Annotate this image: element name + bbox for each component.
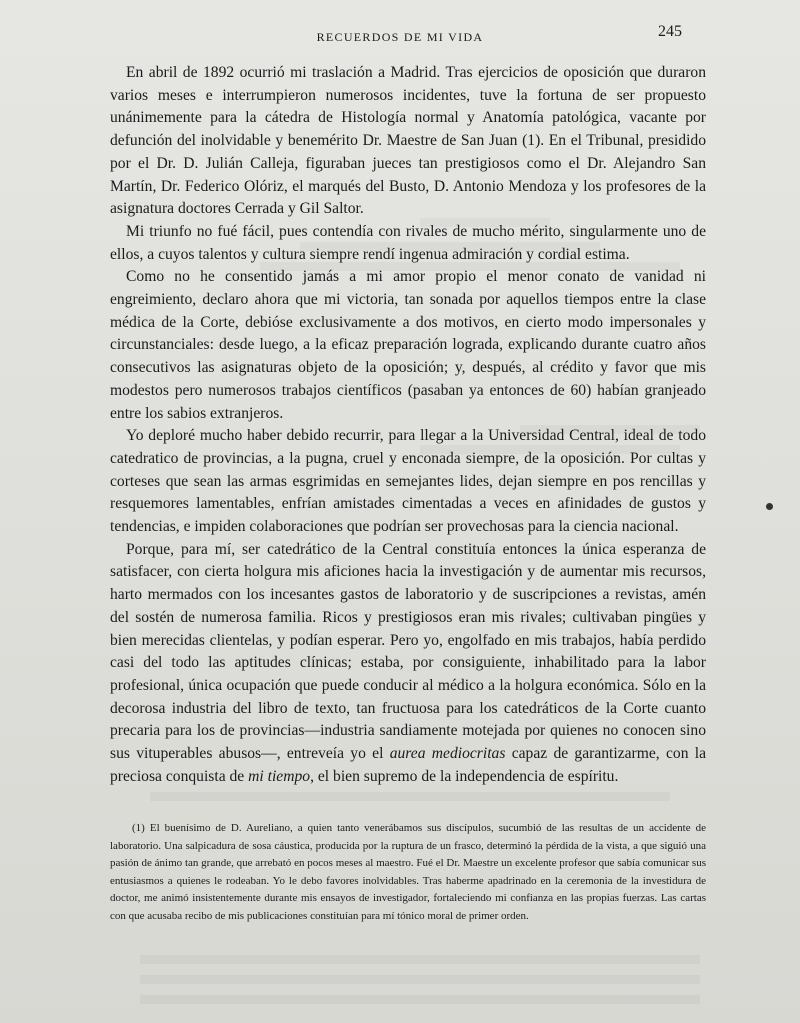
paragraph-3: Como no he consentido jamás a mi amor propio el menor conato de vanidad ni engreimiento, declaro ahora que mi victoria, tan sonada por aquellos tiempos entre la clase médica de la Corte, debióse exclusivamente a dos motivos, en cierto modo impersonales y circunstanciales: desde luego, a la eficaz preparación lograda, explicando durante cuatro años consecutivos las asignaturas objeto de la oposición; y, después, al crédito y favor que mis modestos pero numerosos trabajos científicos (pasaban ya entonces de 60) habían granjeado entre los sabios extranjeros.: [110, 268, 706, 422]
page-number: 245: [658, 23, 682, 40]
running-title: RECUERDOS DE MI VIDA: [316, 30, 484, 44]
paragraph-4: Yo deploré mucho haber debido recurrir, para llegar a la Universidad Central, ideal de todo catedratico de provincias, a la pugna, cruel y enconada siempre, de la oposición. Por cultas y corteses que sean las armas esgrimidas en semejantes lides, dejan siempre en pos rencillas y resquemores lamentables, enfrían amistades cimentadas a veces en afinidades de gustos y tendencias, e impiden colaboraciones que podrían ser provechosas para la ciencia nacional.: [110, 427, 706, 536]
paragraph-5-italic-mi-tiempo: mi tiempo: [248, 767, 311, 785]
paragraph-2: Mi triunfo no fué fácil, pues contendía con rivales de mucho mérito, singularmente uno de ellos, a cuyos talentos y cultura siempre rendí ingenua admiración y cordial estima.: [110, 222, 706, 263]
footnote-1: (1) El buenísimo de D. Aureliano, a quien tanto venerábamos sus discípulos, sucumbió de las resultas de un accidente de laboratorio. Una salpicadura de sosa cáustica, producida por la ruptura de un frasco, determinó la pérdida de la vista, a que siguió una pasión de ánimo tan grande, que arrebató en pocos meses al maestro. Fué el Dr. Maestre un excelente profesor que sabía comunicar sus entusiasmos a quienes le rodeaban. Yo le debo favores inolvidables. Tras haberme apadrinado en la ceremonia de la investidura de doctor, me animó insistentemente durante mis ensayos de investigador, fortaleciendo mi confianza en las propias fuerzas. Las cartas con que acusaba recibo de mis publicaciones constituían para mí tónico moral de primer orden.: [110, 822, 706, 922]
ink-speck: [766, 503, 773, 510]
paragraph-1: En abril de 1892 ocurrió mi traslación a Madrid. Tras ejercicios de oposición que duraron varios meses e interrumpieron numerosos incidentes, tuve la fortuna de ser propuesto unánimemente para la cátedra de Histología normal y Anatomía patológica, vacante por defunción del inolvidable y benemérito Dr. Maestre de San Juan (1). En el Tribunal, presidido por el Dr. D. Julián Calleja, figuraban jueces tan prestigiosos como el Dr. Alejandro San Martín, Dr. Federico Olóriz, el marqués del Busto, D. Antonio Mendoza y los profesores de la asignatura doctores Cerrada y Gil Saltor.: [110, 64, 706, 218]
footnote: [110, 820, 706, 926]
paragraph-5-italic-phrase: aurea mediocritas: [389, 745, 506, 763]
paragraph-5-part-a: Porque, para mí, ser catedrático de la Central constituía entonces la única esperanza de satisfacer, con cierta holgura mis aficiones hacia la investigación y de aumentar mis recursos, harto mermados con los incesantes gastos de laboratorio y de suscripciones a revistas, amén del sostén de numerosa familia. Ricos y prestigiosos eran mis rivales; cultivaban pingües y bien merecidas clientelas, y podían esperar. Pero yo, engolfado en mis trabajos, había perdido casi del todo las aptitudes clínicas; estaba, por consiguiente, inhabilitado para la labor profesional, única ocupación que puede conducir al médico a la holgura económica. Sólo en la decorosa industria del libro de texto, tan fructuosa para los catedráticos de la Corte cuanto precaria para los de provincias—industria sandiamente motejada por quienes no conocen sino sus vituperables abusos—, entreveía yo el: [110, 540, 706, 763]
paragraph-5-part-c: , el bien supremo de la independencia de espíritu.: [310, 767, 619, 785]
paragraph-5-part-b: capaz de garantizarme, con la preciosa conquista de: [110, 745, 707, 785]
main-text: [110, 62, 706, 789]
paragraph-5: [110, 539, 706, 789]
